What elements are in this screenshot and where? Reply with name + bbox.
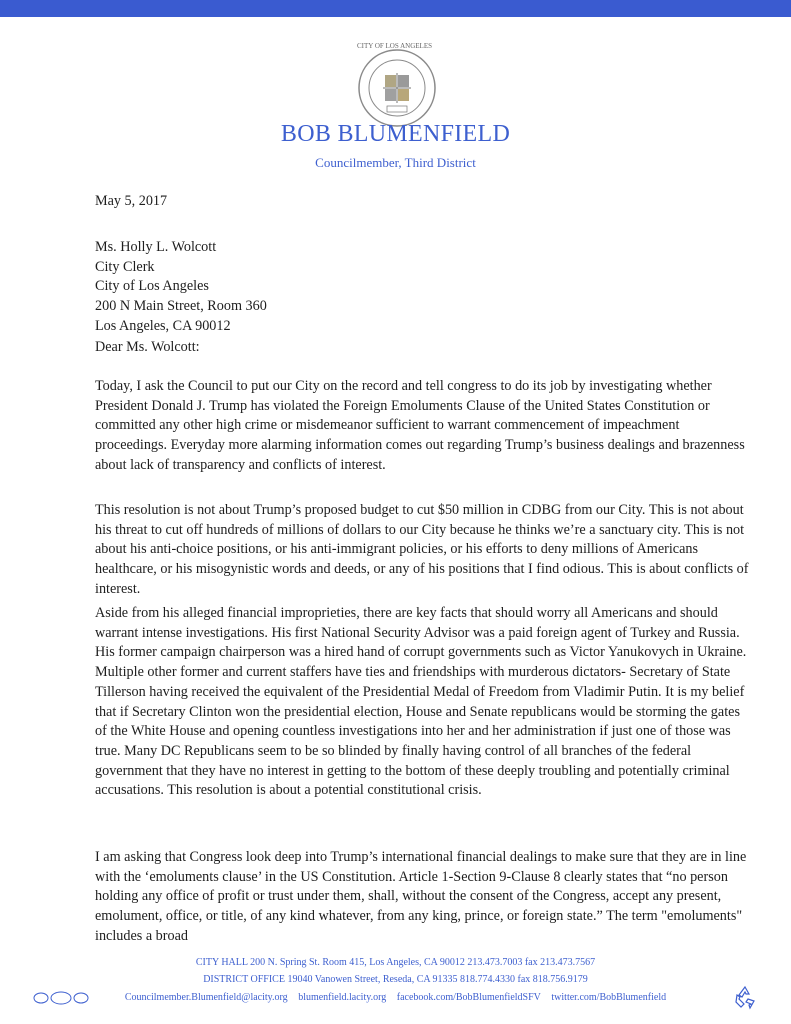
recipient-line: City of Los Angeles [95, 278, 209, 295]
top-color-bar [0, 0, 791, 17]
letter-date: May 5, 2017 [95, 193, 168, 209]
paragraph-2: This resolution is not about Trump’s proposed budget to cut $50 million in CDBG from our City. This is not about his threat to cut off hundreds of millions of dollars to our City because he thinks we’re a sanctuary city. This is not about his anti-choice positions, or his anti-immigrant policies, or his efforts to deny millions of Americans healthcare, or his misogynistic words and deeds, or any of his positions that I find odious. This is about conflicts of interest. [95, 502, 749, 597]
salutation: Dear Ms. Wolcott: [95, 339, 200, 355]
councilmember-title: Councilmember, Third District [315, 155, 476, 170]
footer-district-office: DISTRICT OFFICE 19040 Vanowen Street, Reseda, CA 91335 818.774.4330 fax 818.756.9179 [203, 974, 588, 985]
recipient-address [95, 238, 755, 336]
recipient-line: Los Angeles, CA 90012 [95, 317, 231, 334]
councilmember-name: BOB BLUMENFIELD [280, 121, 511, 147]
recipient-line: 200 N Main Street, Room 360 [95, 298, 267, 315]
paragraph-1: Today, I ask the Council to put our City on the record and tell congress to do its job by investigating whether President Donald J. Trump has violated the Foreign Emoluments Clause of the United States Constitution or committed any other high crime or misdemeanor sufficient to warrant commencement of impeachment proceedings. Everyday more alarming information comes out regarding Trump’s business dealings and brazenness about lack of transparency and conflicts of interest. [95, 378, 745, 473]
recipient-line: City Clerk [95, 258, 155, 275]
city-seal-icon [357, 42, 437, 128]
paragraph-3: Aside from his alleged financial improprieties, there are key facts that should worry all Americans and should warrant intense investigations. His first National Security Advisor was a paid foreign agent of Turkey and Russia. His former campaign chairperson was a hired hand of corrupt governments such as Victor Yanukovych in Ukraine. Multiple other former and current staffers have ties and friendships with murderous dictators- Secretary of State Tillerson having received the equivalent of the Presidential Medal of Freedom from Vladimir Putin. It is my belief that if Secretary Clinton won the presidential election, House and Senate republicans would be storming the gates of the White House and opening countless investigations into her and her administration if just one of those was true. Many DC Republicans seem to be so blinded by finally having control of all branches of the federal government that they have no interest in getting to the bottom of these deeply troubling and potentially criminal accusations. This resolution is about a potential constitutional crisis. [95, 605, 747, 799]
recycle-icon [732, 984, 758, 1010]
seal-text-top: CITY OF LOS ANGELES [357, 42, 432, 50]
twitter-link[interactable]: twitter.com/BobBlumenfield [551, 992, 667, 1003]
footer-contact-links [0, 992, 791, 1003]
email-link[interactable]: Councilmember.Blumenfield@lacity.org [124, 992, 288, 1003]
recipient-line: Ms. Holly L. Wolcott [95, 239, 217, 255]
website-link[interactable]: blumenfield.lacity.org [298, 992, 387, 1003]
paragraph-4: I am asking that Congress look deep into Trump’s international financial dealings to make sure that they are in line with the ‘emoluments clause’ in the US Constitution. Article 1-Section 9-Clause 8 clearly states that “no person holding any office of profit or trust under them, shall, without the consent of the Congress, accept any present, emolument, office, or title, of any kind whatever, from any king, prince, or foreign state.” The term "emoluments" includes a broad [95, 849, 747, 944]
union-label-icon [33, 991, 89, 1005]
footer-city-hall: CITY HALL 200 N. Spring St. Room 415, Los Angeles, CA 90012 213.473.7003 fax 213.473.7567 [195, 957, 596, 968]
facebook-link[interactable]: facebook.com/BobBlumenfieldSFV [396, 992, 541, 1003]
